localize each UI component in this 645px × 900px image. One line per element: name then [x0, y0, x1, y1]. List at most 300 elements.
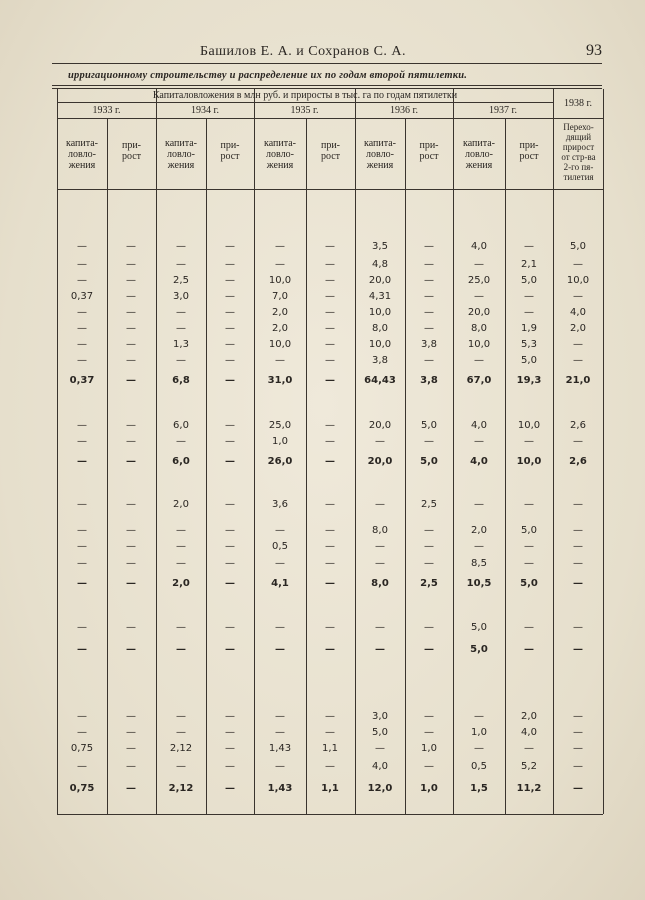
table-cell: —	[573, 355, 583, 366]
table-total-cell: 6,0	[172, 456, 190, 467]
table-cell: —	[126, 499, 136, 510]
header-investment: капита- ловло- жения	[66, 138, 98, 171]
table-cell: 2,5	[421, 499, 437, 510]
table-cell: —	[424, 241, 434, 252]
table-cell: —	[573, 761, 583, 772]
header-group-title: Капиталовложения в млн руб. и приросты в тыс. га по годам пятилетки	[152, 90, 458, 101]
table-total-cell: —	[126, 644, 136, 655]
table-cell: —	[225, 541, 235, 552]
table-cell: 5,0	[471, 622, 487, 633]
table-total-cell: —	[325, 644, 335, 655]
table-cell: —	[225, 761, 235, 772]
table-total-cell: —	[573, 783, 583, 794]
table-total-cell: 3,8	[420, 375, 438, 386]
table-cell: —	[275, 761, 285, 772]
table-cell: —	[375, 622, 385, 633]
table-caption: ирригационному строительству и распределение их по годам второй пятилетки.	[68, 70, 468, 81]
table-total-cell: —	[77, 644, 87, 655]
table-cell: 10,0	[566, 275, 590, 286]
table-cell: —	[77, 355, 87, 366]
year-divider	[453, 89, 454, 814]
table-cell: —	[225, 727, 235, 738]
header-investment: капита- ловло- жения	[364, 138, 396, 171]
header-year-1934: 1934 г.	[191, 105, 219, 116]
table-total-cell: 1,5	[470, 783, 488, 794]
table-cell: —	[275, 241, 285, 252]
table-total-cell: —	[225, 375, 235, 386]
table-cell: —	[524, 499, 534, 510]
table-cell: —	[474, 499, 484, 510]
header-growth: при- рост	[121, 140, 142, 162]
table-cell: —	[176, 558, 186, 569]
table-cell: —	[573, 727, 583, 738]
table-cell: 5,0	[421, 420, 437, 431]
table-cell: —	[126, 727, 136, 738]
table-cell: 0,5	[471, 761, 487, 772]
header-rule	[52, 63, 602, 64]
table-cell: —	[275, 355, 285, 366]
table-total-cell: —	[176, 644, 186, 655]
table-cell: —	[573, 541, 583, 552]
table-bottom-rule	[57, 814, 603, 815]
table-cell: 10,0	[368, 307, 392, 318]
table-cell: 2,0	[521, 711, 537, 722]
table-total-cell: —	[126, 375, 136, 386]
table-cell: —	[325, 291, 335, 302]
table-total-cell: 64,43	[364, 375, 396, 386]
table-cell: 4,0	[471, 241, 487, 252]
table-cell: —	[474, 355, 484, 366]
table-cell: 4,8	[372, 259, 388, 270]
table-cell: —	[225, 622, 235, 633]
table-cell: —	[474, 743, 484, 754]
table-total-cell: 20,0	[367, 456, 393, 467]
table-cell: 20,0	[368, 420, 392, 431]
table-cell: 2,5	[173, 275, 189, 286]
table-total-cell: 1,43	[267, 783, 293, 794]
table-total-cell: —	[225, 578, 235, 589]
page-number: 93	[586, 42, 602, 59]
table-cell: —	[176, 525, 186, 536]
table-total-cell: —	[126, 578, 136, 589]
table-total-cell: —	[573, 578, 583, 589]
table-cell: —	[126, 436, 136, 447]
table-total-cell: —	[524, 644, 534, 655]
table-cell: —	[325, 436, 335, 447]
header-year-1936: 1936 г.	[390, 105, 418, 116]
table-cell: —	[424, 711, 434, 722]
table-cell: —	[176, 436, 186, 447]
table-total-cell: 0,37	[69, 375, 95, 386]
table-cell: —	[325, 761, 335, 772]
table-cell: —	[325, 323, 335, 334]
table-cell: —	[126, 275, 136, 286]
running-head-title: Башилов Е. А. и Сохранов С. А.	[200, 44, 407, 59]
table-cell: 5,0	[521, 525, 537, 536]
table-cell: —	[325, 499, 335, 510]
table-cell: —	[325, 525, 335, 536]
table-cell: —	[573, 743, 583, 754]
table-total-cell: —	[275, 644, 285, 655]
table-cell: —	[325, 355, 335, 366]
table-total-cell: 2,6	[569, 456, 587, 467]
table-cell: —	[176, 761, 186, 772]
table-cell: —	[225, 339, 235, 350]
table-cell: —	[77, 259, 87, 270]
table-cell: —	[573, 339, 583, 350]
table-cell: —	[225, 420, 235, 431]
table-total-cell: 8,0	[371, 578, 389, 589]
table-cell: —	[573, 259, 583, 270]
table-cell: 5,3	[521, 339, 537, 350]
table-cell: —	[77, 241, 87, 252]
table-cell: —	[176, 622, 186, 633]
table-border-right	[603, 89, 604, 814]
table-cell: —	[225, 499, 235, 510]
table-cell: —	[176, 541, 186, 552]
table-cell: 3,0	[372, 711, 388, 722]
table-cell: 1,43	[268, 743, 292, 754]
year-divider	[156, 89, 157, 814]
table-cell: —	[126, 339, 136, 350]
header-rule-group	[57, 102, 553, 103]
table-cell: —	[424, 761, 434, 772]
table-cell: —	[176, 307, 186, 318]
table-cell: 4,0	[570, 307, 586, 318]
table-cell: 5,0	[521, 275, 537, 286]
table-cell: —	[126, 743, 136, 754]
table-total-cell: —	[375, 644, 385, 655]
table-cell: 2,0	[471, 525, 487, 536]
table-cell: —	[474, 711, 484, 722]
table-cell: 2,0	[272, 307, 288, 318]
table-cell: —	[176, 259, 186, 270]
table-total-cell: —	[424, 644, 434, 655]
table-cell: 8,0	[372, 323, 388, 334]
table-cell: —	[225, 323, 235, 334]
table-cell: —	[573, 558, 583, 569]
table-cell: —	[77, 323, 87, 334]
table-cell: —	[77, 558, 87, 569]
header-year-1933: 1933 г.	[92, 105, 121, 116]
table-cell: —	[424, 355, 434, 366]
table-cell: —	[126, 307, 136, 318]
table-cell: —	[325, 541, 335, 552]
table-cell: —	[77, 436, 87, 447]
table-cell: —	[176, 355, 186, 366]
table-cell: —	[524, 743, 534, 754]
table-cell: —	[325, 558, 335, 569]
table-cell: —	[573, 622, 583, 633]
table-cell: —	[77, 727, 87, 738]
table-cell: —	[524, 291, 534, 302]
table-cell: —	[524, 541, 534, 552]
table-total-cell: 11,2	[516, 783, 542, 794]
table-cell: 0,5	[272, 541, 288, 552]
table-cell: —	[225, 241, 235, 252]
table-cell: 1,0	[421, 743, 437, 754]
table-cell: —	[375, 743, 385, 754]
table-cell: —	[474, 291, 484, 302]
table-cell: —	[424, 727, 434, 738]
table-cell: 25,0	[467, 275, 491, 286]
header-transfer-growth: Перехо- дящий прирост от стр-ва 2-го пя- тилетия	[561, 122, 596, 182]
table-cell: —	[524, 622, 534, 633]
table-cell: —	[126, 323, 136, 334]
table-cell: —	[225, 355, 235, 366]
table-cell: 10,0	[368, 339, 392, 350]
table-cell: —	[325, 307, 335, 318]
table-cell: —	[524, 436, 534, 447]
table-cell: 3,0	[173, 291, 189, 302]
table-cell: 2,0	[570, 323, 586, 334]
table-total-cell: 1,1	[321, 783, 339, 794]
table-total-cell: 2,12	[168, 783, 194, 794]
table-cell: 1,0	[471, 727, 487, 738]
table-cell: 1,9	[521, 323, 537, 334]
table-cell: —	[325, 420, 335, 431]
table-cell: —	[126, 420, 136, 431]
table-cell: —	[424, 525, 434, 536]
table-total-cell: 10,0	[516, 456, 542, 467]
table-total-cell: 10,5	[466, 578, 492, 589]
table-cell: —	[424, 291, 434, 302]
table-cell: —	[126, 525, 136, 536]
table-total-cell: 19,3	[516, 375, 542, 386]
table-total-cell: 26,0	[267, 456, 293, 467]
table-cell: —	[275, 727, 285, 738]
table-total-cell: 67,0	[466, 375, 492, 386]
table-cell: —	[225, 525, 235, 536]
table-cell: —	[126, 541, 136, 552]
table-cell: —	[375, 499, 385, 510]
table-cell: —	[275, 711, 285, 722]
table-cell: 8,0	[372, 525, 388, 536]
table-cell: —	[225, 307, 235, 318]
year-divider	[355, 89, 356, 814]
table-cell: 8,0	[471, 323, 487, 334]
table-cell: 2,0	[272, 323, 288, 334]
table-cell: —	[77, 499, 87, 510]
table-cell: —	[176, 323, 186, 334]
table-total-cell: 2,0	[172, 578, 190, 589]
header-growth: при- рост	[519, 140, 539, 162]
table-cell: —	[325, 339, 335, 350]
table-total-cell: 12,0	[367, 783, 393, 794]
table-cell: 2,0	[173, 499, 189, 510]
table-cell: —	[126, 291, 136, 302]
table-cell: —	[225, 558, 235, 569]
table-cell: —	[126, 761, 136, 772]
table-cell: —	[77, 541, 87, 552]
header-year-1937: 1937 г.	[489, 105, 517, 116]
table-cell: —	[77, 307, 87, 318]
table-cell: —	[225, 743, 235, 754]
table-cell: 0,37	[70, 291, 94, 302]
table-total-cell: —	[325, 578, 335, 589]
table-cell: —	[573, 711, 583, 722]
table-total-cell: 21,0	[565, 375, 591, 386]
table-cell: 5,0	[372, 727, 388, 738]
table-cell: —	[275, 525, 285, 536]
table-cell: —	[375, 436, 385, 447]
table-cell: 7,0	[272, 291, 288, 302]
table-cell: 10,0	[517, 420, 541, 431]
table-cell: 1,3	[173, 339, 189, 350]
table-total-cell: 0,75	[69, 783, 95, 794]
table-cell: 10,0	[268, 339, 292, 350]
running-head	[0, 44, 645, 64]
table-cell: —	[573, 499, 583, 510]
table-cell: 1,0	[272, 436, 288, 447]
table-cell: 4,0	[372, 761, 388, 772]
table-cell: —	[325, 275, 335, 286]
table-total-cell: 4,1	[271, 578, 289, 589]
table-cell: —	[126, 241, 136, 252]
table-cell: 20,0	[368, 275, 392, 286]
table-cell: —	[176, 241, 186, 252]
table-cell: 2,1	[521, 259, 537, 270]
table-cell: 4,0	[521, 727, 537, 738]
table-cell: —	[77, 420, 87, 431]
table-cell: —	[77, 275, 87, 286]
table-cell: —	[474, 259, 484, 270]
table-total-cell: —	[225, 644, 235, 655]
table-cell: —	[424, 275, 434, 286]
table-cell: 10,0	[268, 275, 292, 286]
table-total-cell: —	[126, 783, 136, 794]
table-cell: 10,0	[467, 339, 491, 350]
table-total-cell: —	[225, 456, 235, 467]
header-investment: капита- ловло- жения	[264, 138, 296, 171]
table-cell: —	[275, 259, 285, 270]
table-total-cell: —	[225, 783, 235, 794]
table-total-cell: —	[325, 456, 335, 467]
table-cell: —	[325, 622, 335, 633]
table-cell: —	[424, 259, 434, 270]
table-cell: —	[474, 436, 484, 447]
header-investment: капита- ловло- жения	[165, 138, 197, 171]
table-total-cell: —	[325, 375, 335, 386]
table-cell: 8,5	[471, 558, 487, 569]
table-cell: 2,6	[570, 420, 586, 431]
table-cell: —	[176, 711, 186, 722]
table-cell: 3,8	[421, 339, 437, 350]
table-cell: 3,8	[372, 355, 388, 366]
table-cell: —	[524, 307, 534, 318]
table-cell: —	[126, 711, 136, 722]
table-cell: —	[225, 711, 235, 722]
table-cell: 1,1	[322, 743, 338, 754]
table-cell: —	[424, 541, 434, 552]
header-investment: капита- ловло- жения	[463, 138, 495, 171]
table-cell: —	[325, 711, 335, 722]
table-cell: —	[225, 291, 235, 302]
table-cell: —	[77, 525, 87, 536]
table-cell: 2,12	[169, 743, 193, 754]
header-year-1935: 1935 г.	[290, 105, 319, 116]
table-cell: —	[424, 622, 434, 633]
table-cell: —	[524, 558, 534, 569]
table-cell: —	[77, 711, 87, 722]
table-cell: 25,0	[268, 420, 292, 431]
table-total-cell: —	[77, 456, 87, 467]
table-total-cell: 5,0	[420, 456, 438, 467]
table-total-cell: —	[573, 644, 583, 655]
table-cell: 5,2	[521, 761, 537, 772]
table-cell: —	[126, 622, 136, 633]
table-cell: —	[375, 558, 385, 569]
table-total-cell: —	[77, 578, 87, 589]
header-growth: при- рост	[220, 140, 240, 162]
table-cell: —	[176, 727, 186, 738]
table-cell: —	[225, 436, 235, 447]
year-divider	[553, 89, 554, 814]
table-cell: —	[275, 558, 285, 569]
table-cell: —	[77, 339, 87, 350]
table-cell: 4,0	[471, 420, 487, 431]
table-total-cell: 31,0	[267, 375, 293, 386]
table-cell: 0,75	[70, 743, 94, 754]
year-divider	[254, 89, 255, 814]
table-cell: 5,0	[521, 355, 537, 366]
header-year-1938: 1938 г.	[564, 98, 592, 109]
table-total-cell: —	[126, 456, 136, 467]
table-cell: —	[225, 275, 235, 286]
table-cell: —	[524, 241, 534, 252]
table-cell: —	[325, 727, 335, 738]
table-cell: 4,31	[368, 291, 392, 302]
header-growth: при- рост	[320, 140, 341, 162]
table-cell: 3,5	[372, 241, 388, 252]
table-cell: —	[375, 541, 385, 552]
table-cell: 3,6	[272, 499, 288, 510]
table-cell: —	[77, 761, 87, 772]
header-growth: при- рост	[419, 140, 439, 162]
table-cell: 5,0	[570, 241, 586, 252]
table-cell: 6,0	[173, 420, 189, 431]
table-cell: —	[126, 259, 136, 270]
table-total-cell: 5,0	[470, 644, 488, 655]
table-cell: —	[275, 622, 285, 633]
table-cell: —	[325, 259, 335, 270]
table-total-cell: 1,0	[420, 783, 438, 794]
table-total-cell: 6,8	[172, 375, 190, 386]
table-cell: —	[424, 323, 434, 334]
table-border-left	[57, 89, 58, 814]
header-rule-bottom	[57, 189, 603, 190]
table-cell: —	[573, 436, 583, 447]
caption-rule	[52, 85, 602, 86]
table-cell: —	[573, 525, 583, 536]
table-cell: —	[325, 241, 335, 252]
table-cell: —	[474, 541, 484, 552]
table-cell: —	[126, 558, 136, 569]
caption-rule-double	[52, 88, 602, 89]
table-total-cell: 4,0	[470, 456, 488, 467]
table-cell: —	[573, 291, 583, 302]
table-total-cell: 5,0	[520, 578, 538, 589]
table-cell: 20,0	[467, 307, 491, 318]
table-cell: —	[424, 436, 434, 447]
table-cell: —	[77, 622, 87, 633]
table-cell: —	[225, 259, 235, 270]
table-cell: —	[424, 307, 434, 318]
table-cell: —	[424, 558, 434, 569]
table-cell: —	[126, 355, 136, 366]
table-total-cell: 2,5	[420, 578, 438, 589]
header-rule-years	[57, 118, 603, 119]
